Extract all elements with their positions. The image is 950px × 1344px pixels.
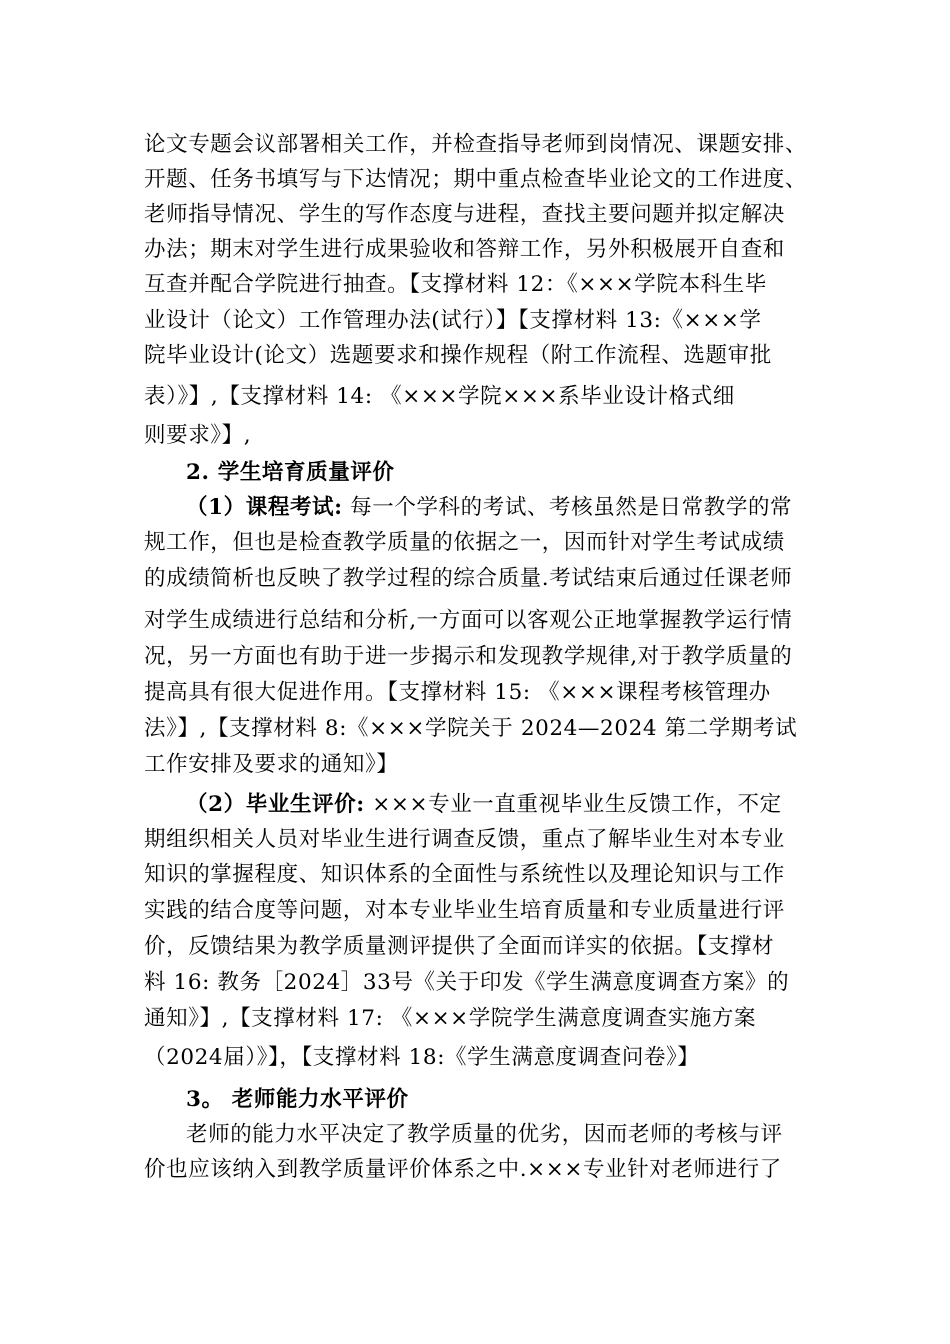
paragraph-line: 期组织相关人员对毕业生进行调查反馈，重点了解毕业生对本专业 — [144, 827, 785, 852]
paragraph-line: 通知》】,【支撑材料 17: 《×××学院学生满意度调查实施方案 — [144, 1006, 757, 1031]
paragraph-text: ×××专业一直重视毕业生反馈工作，不定 — [364, 792, 782, 817]
section-heading: 3。 老师能力水平评价 — [186, 1087, 409, 1112]
paragraph-line: 提高具有很大促进作用。【支撑材料 15: 《×××课程考核管理办 — [144, 680, 771, 705]
paragraph-text: 每一个学科的考试、考核虽然是日常教学的常 — [342, 495, 793, 520]
paragraph-line: 互查并配合学院进行抽查。【支撑材料 12：《×××学院本科生毕 — [144, 272, 767, 297]
paragraph-first-line — [186, 491, 809, 525]
paragraph-line: 实践的结合度等问题，对本专业毕业生培育质量和专业质量进行评 — [144, 898, 785, 923]
paragraph-line: 况，另一方面也有助于进一步揭示和发现教学规律,对于教学质量的 — [144, 644, 793, 669]
paragraph-line: 对学生成绩进行总结和分析,一方面可以客观公正地掌握教学运行情 — [144, 608, 793, 633]
paragraph-line: 规工作，但也是检查教学质量的依据之一，因而针对学生考试成绩 — [144, 530, 785, 555]
item-label: （2）毕业生评价: — [186, 792, 365, 817]
paragraph-line: 院毕业设计(论文）选题要求和操作规程（附工作流程、选题审批 — [144, 343, 772, 368]
paragraph-first-line — [186, 788, 809, 822]
paragraph-line: 办法；期末对学生进行成果验收和答辩工作，另外积极展开自查和 — [144, 237, 785, 262]
paragraph-first-line: 老师的能力水平决定了教学质量的优劣，因而老师的考核与评 — [186, 1122, 783, 1147]
paragraph-line: 价也应该纳入到教学质量评价体系之中.×××专业针对老师进行了 — [144, 1157, 782, 1182]
paragraph-line: 表）》】,【支撑材料 14: 《×××学院×××系毕业设计格式细 — [144, 384, 735, 409]
item-label: （1）课程考试: — [186, 495, 343, 520]
paragraph-line: 价，反馈结果为教学质量测评提供了全面而详实的依据。【支撑材 — [144, 934, 775, 959]
paragraph-line: 业设计（论文）工作管理办法(试行）】【支撑材料 13:《×××学 — [144, 308, 762, 333]
paragraph-line: 工作安排及要求的通知》】 — [144, 752, 399, 777]
paragraph-line: 料 16: 教务［2024］33号《关于印发《学生满意度调查方案》的 — [144, 970, 790, 995]
paragraph-line: （2024届）》】，【支撑材料 18:《学生满意度调查问卷》】 — [144, 1045, 700, 1070]
paragraph-line: 则要求》】, — [144, 423, 252, 448]
paragraph-line: 知识的掌握程度、知识体系的全面性与系统性以及理论知识与工作 — [144, 862, 785, 887]
paragraph-line: 的成绩简析也反映了教学过程的综合质量.考试结束后通过任课老师 — [144, 566, 793, 591]
paragraph-line: 法》】,【支撑材料 8:《×××学院关于 2024—2024 第二学期考试 — [144, 716, 798, 741]
paragraph-line: 老师指导情况、学生的写作态度与进程，查找主要问题并拟定解决 — [144, 202, 785, 227]
paragraph-line: 开题、任务书填写与下达情况；期中重点检查毕业论文的工作进度、 — [144, 167, 808, 192]
section-heading: 2. 学生培育质量评价 — [186, 460, 395, 485]
paragraph-line: 论文专题会议部署相关工作，并检查指导老师到岗情况、课题安排、 — [144, 132, 808, 157]
